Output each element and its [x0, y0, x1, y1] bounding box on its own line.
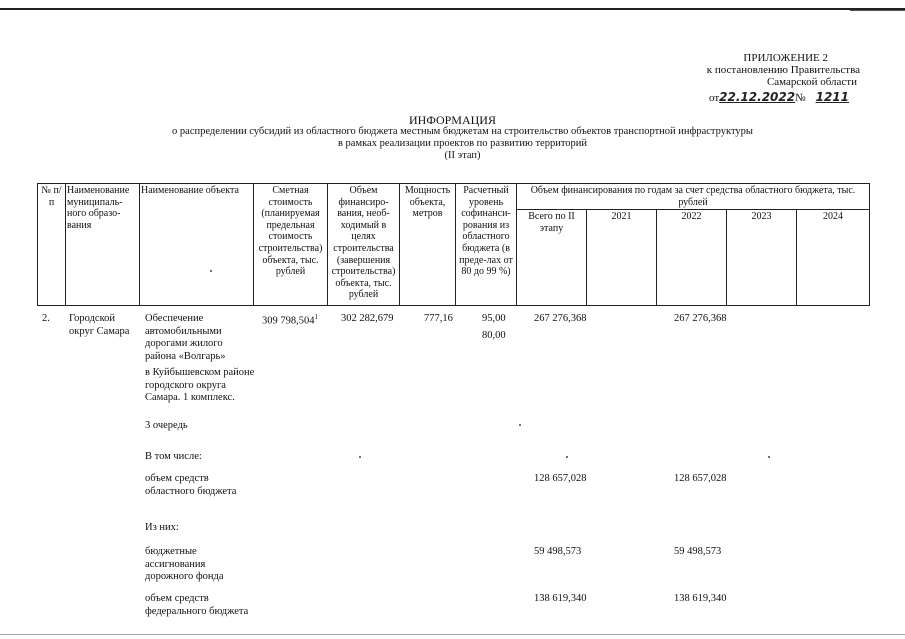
header-year-2022: 2022 — [657, 210, 727, 306]
row-estimated-cost-footnote: 1 — [314, 313, 318, 321]
subrow-regional-budget-2022: 128 657,028 — [674, 473, 727, 484]
appendix-line-decree: к постановлению Правительства — [706, 64, 860, 76]
subrow-of-them-label: Из них: — [145, 522, 179, 533]
subrow-federal-budget-label: объем средств федерального бюджета — [145, 593, 249, 617]
row-total: 267 276,368 — [534, 313, 587, 324]
header-object: Наименование объекта — [140, 184, 254, 306]
top-border-line — [0, 8, 905, 10]
row-object-location: в Куйбышевском районе городского округа Самара. 1 комплекс. — [145, 367, 255, 403]
header-number: № п/п — [38, 184, 66, 306]
header-municipality: Наименование муниципаль-ного образо-вания — [66, 184, 140, 306]
document-subtitle-3: (II этап) — [444, 150, 481, 161]
appendix-block — [640, 52, 860, 88]
header-estimated-cost: Сметная стоимость (планируемая предельная стоимость строительства) объекта, тыс. рублей — [254, 184, 328, 306]
appendix-title: ПРИЛОЖЕНИЕ 2 — [743, 52, 828, 64]
subrow-federal-budget-2022: 138 619,340 — [674, 593, 727, 604]
header-year-2021: 2021 — [587, 210, 657, 306]
date-handwritten: 22.12.2022 — [719, 90, 796, 104]
bottom-edge-line — [0, 634, 905, 635]
row-object-stage: 3 очередь — [145, 420, 188, 431]
header-year-2024: 2024 — [797, 210, 870, 306]
appendix-date-line — [709, 88, 864, 102]
scan-speck — [210, 270, 212, 272]
row-municipality: Городской округ Самара — [69, 313, 130, 337]
subrow-road-fund-2022: 59 498,573 — [674, 546, 722, 557]
subrow-including-label: В том числе: — [145, 451, 202, 462]
scan-speck — [566, 456, 568, 458]
document-subtitle-1: о распределении субсидий из областного бюджета местным бюджетам на строительство объектов транспортной инфраструктуры — [172, 126, 753, 137]
subrow-regional-budget-total: 128 657,028 — [534, 473, 587, 484]
header-year-2023: 2023 — [727, 210, 797, 306]
subrow-road-fund-label: бюджетные ассигнования дорожного фонда — [145, 546, 224, 582]
financing-table-header — [37, 183, 870, 306]
number-prefix: № — [795, 92, 806, 104]
row-year-2022: 267 276,368 — [674, 313, 727, 324]
top-border-dash — [850, 10, 905, 11]
header-cofinancing: Расчетный уровень софинанси-рования из областного бюджета (в преде-лах от 80 до 99 %) — [456, 184, 517, 306]
row-cofinancing-level-1: 95,00 — [482, 313, 506, 324]
row-cofinancing-level-2: 80,00 — [482, 330, 506, 341]
row-estimated-cost — [262, 313, 318, 327]
header-total: Всего по II этапу — [517, 210, 587, 306]
subrow-federal-budget-total: 138 619,340 — [534, 593, 587, 604]
header-financing-volume: Объем финансиро-вания, необ-ходимый в целях строительства (завершения строительства) объекта, тыс. рублей — [328, 184, 400, 306]
document-subtitle-2: в рамках реализации проектов по развитию территорий — [337, 138, 588, 149]
date-prefix: от — [709, 92, 720, 104]
scan-speck — [519, 424, 521, 426]
header-capacity: Мощность объекта, метров — [400, 184, 456, 306]
header-financing-by-years: Объем финансирования по годам за счет средства областного бюджета, тыс. рублей — [517, 184, 870, 210]
row-number: 2. — [42, 313, 50, 324]
scan-speck — [359, 456, 361, 458]
subrow-road-fund-total: 59 498,573 — [534, 546, 582, 557]
row-estimated-cost-value: 309 798,504 — [262, 315, 315, 327]
scan-speck — [768, 456, 770, 458]
number-handwritten: 1211 — [815, 90, 849, 104]
row-capacity: 777,16 — [424, 313, 453, 324]
appendix-line-region: Самарской области — [766, 76, 857, 88]
document-title: ИНФОРМАЦИЯ — [409, 113, 496, 127]
subrow-regional-budget-label: объем средств областного бюджета — [145, 473, 237, 497]
row-object-description: Обеспечение автомобильными дорогами жилого района «Волгарь» — [145, 313, 226, 362]
row-financing-volume: 302 282,679 — [341, 313, 394, 324]
